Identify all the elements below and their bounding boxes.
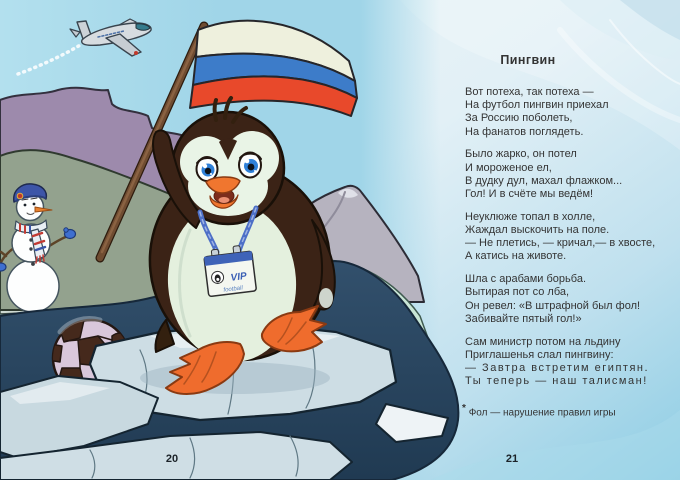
poem-line: Было жарко, он потел — [465, 148, 577, 161]
footnote-asterisk: * — [462, 403, 466, 414]
poem-line: Ты теперь — наш талисман! — [465, 375, 648, 388]
poem-line: А катись на животе. — [465, 250, 567, 263]
poem-line: На футбол пингвин приехал — [465, 99, 609, 112]
poem-line: В дудку дул, махал флажком... — [465, 174, 623, 187]
poem-line: На фанатов поглядеть. — [465, 125, 584, 138]
badge-football-text: football — [223, 285, 244, 294]
page-number-right: 21 — [505, 453, 519, 465]
mitten-icon — [0, 263, 6, 271]
poem-line: Гол! И в счёте мы ведём! — [465, 188, 594, 201]
poem-line: — Завтра встретим египтян. — [465, 362, 650, 375]
poem-line: Приглашенья слал пингвину: — [465, 348, 614, 361]
poem-line: Он ревел: «В штрафной был фол! — [465, 299, 641, 312]
poem-line: За Россию поболеть, — [465, 112, 573, 125]
page-number-left: 20 — [165, 453, 179, 465]
poem-line: Жаждал выскочить на поле. — [465, 224, 610, 237]
poem-line: Неуклюже топал в холле, — [465, 210, 596, 223]
poem-line: Сам министр потом на льдину — [465, 335, 621, 348]
poem-line: Шла с арабами борьба. — [465, 273, 586, 286]
poem-line: — Не плетись, — кричал,— в хвосте, — [465, 237, 656, 250]
badge-vip-text: VIP — [230, 270, 248, 284]
poem-line: И мороженое ел, — [465, 161, 552, 174]
poem-line: Вот потеха, так потеха — — [465, 86, 594, 98]
poem-line: Вытирая пот со лба, — [465, 286, 570, 299]
poem-line: Забивайте пятый гол!» — [465, 312, 582, 325]
footnote-text: Фол — нарушение правил игры — [468, 407, 616, 419]
poem-title: Пингвин — [500, 53, 556, 67]
